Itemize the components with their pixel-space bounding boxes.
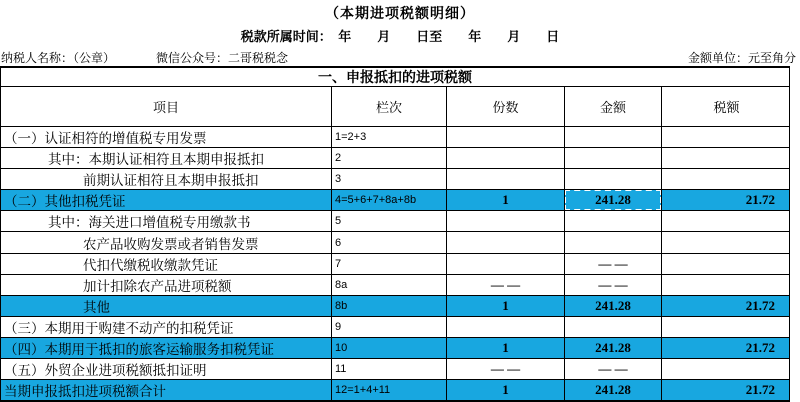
table-header-row — [1, 87, 789, 126]
copies-cell[interactable] — [446, 127, 564, 147]
copies-cell[interactable] — [446, 148, 564, 168]
column-header-item: 项目 — [152, 100, 179, 115]
column-ref-cell[interactable]: 8b — [331, 296, 446, 316]
amount-cell[interactable]: 241.28 — [564, 190, 661, 210]
column-ref-cell[interactable]: 10 — [331, 338, 446, 358]
copies-cell[interactable] — [446, 211, 564, 231]
table-row — [1, 295, 789, 316]
copies-cell[interactable] — [446, 169, 564, 189]
amount-cell[interactable]: 241.28 — [564, 380, 661, 400]
column-ref-cell[interactable]: 9 — [331, 317, 446, 337]
table-row — [1, 126, 789, 147]
amount-cell[interactable]: — — — [564, 254, 661, 274]
column-ref-cell[interactable]: 2 — [331, 148, 446, 168]
copies-cell[interactable] — [446, 254, 564, 274]
amount-cell[interactable]: — — — [564, 275, 661, 295]
tax-cell[interactable] — [661, 275, 791, 295]
copies-cell[interactable]: 1 — [446, 190, 564, 210]
tax-cell[interactable]: 21.72 — [661, 296, 791, 316]
amount-cell[interactable]: 241.28 — [564, 296, 661, 316]
form-title: （本期进项税额明细） — [325, 5, 475, 21]
column-ref-cell[interactable]: 4=5+6+7+8a+8b — [331, 190, 446, 210]
amount-cell[interactable] — [564, 127, 661, 147]
table-row — [1, 274, 789, 295]
copies-cell[interactable]: 1 — [446, 296, 564, 316]
table-row — [1, 231, 789, 252]
table-row — [1, 147, 789, 168]
copies-cell[interactable]: 1 — [446, 338, 564, 358]
tax-cell[interactable] — [661, 254, 791, 274]
table-row — [1, 210, 789, 231]
column-ref-cell[interactable]: 8a — [331, 275, 446, 295]
selected-cell-marquee — [564, 190, 661, 210]
column-ref-cell[interactable]: 3 — [331, 169, 446, 189]
column-ref-cell[interactable]: 6 — [331, 232, 446, 252]
item-cell[interactable]: 前期认证相符且本期申报抵扣 — [83, 173, 259, 189]
amount-cell[interactable] — [564, 169, 661, 189]
amount-cell[interactable]: — — — [564, 359, 661, 379]
column-header-column-ref: 栏次 — [331, 87, 446, 126]
item-cell[interactable]: 当期申报抵扣进项税额合计 — [4, 384, 166, 400]
item-cell[interactable]: （三）本期用于购建不动产的扣税凭证 — [4, 320, 234, 336]
tax-cell[interactable] — [661, 317, 791, 337]
column-ref-cell[interactable]: 12=1+4+11 — [331, 380, 446, 400]
tax-cell[interactable] — [661, 148, 791, 168]
tax-cell[interactable] — [661, 232, 791, 252]
tax-period-line: 税款所属时间： 年 月 日至 年 月 日 — [240, 29, 560, 44]
copies-cell[interactable]: — — — [446, 359, 564, 379]
column-ref-cell[interactable]: 5 — [331, 211, 446, 231]
amount-cell[interactable] — [564, 317, 661, 337]
amount-cell[interactable] — [564, 232, 661, 252]
tax-cell[interactable] — [661, 211, 791, 231]
item-cell[interactable]: 其中：海关进口增值税专用缴款书 — [48, 215, 251, 231]
column-header-tax: 税额 — [661, 87, 791, 126]
item-cell[interactable]: 加计扣除农产品进项税额 — [83, 278, 232, 294]
table-row — [1, 358, 789, 379]
tax-cell[interactable]: 21.72 — [661, 338, 791, 358]
table-row — [1, 316, 789, 337]
column-header-amount: 金额 — [564, 87, 661, 126]
info-line — [0, 49, 800, 64]
item-cell[interactable]: （五）外贸企业进项税额抵扣证明 — [4, 363, 207, 379]
item-cell[interactable]: 其他 — [83, 299, 110, 315]
wechat-account-label: 微信公众号：二哥税税念 — [156, 51, 289, 65]
table-row — [1, 189, 789, 210]
copies-cell[interactable]: — — — [446, 275, 564, 295]
amount-cell[interactable]: 241.28 — [564, 338, 661, 358]
tax-cell[interactable]: 21.72 — [661, 380, 791, 400]
column-ref-cell[interactable]: 7 — [331, 254, 446, 274]
item-cell[interactable]: 其中：本期认证相符且本期申报抵扣 — [48, 152, 264, 168]
tax-cell[interactable] — [661, 169, 791, 189]
table-row — [1, 253, 789, 274]
section-title: 一、申报抵扣的进项税额 — [1, 68, 789, 87]
tax-table-body — [1, 126, 789, 400]
taxpayer-name-label: 纳税人名称：（公章） — [1, 51, 116, 65]
tax-cell[interactable] — [661, 127, 791, 147]
tax-cell[interactable]: 21.72 — [661, 190, 791, 210]
item-cell[interactable]: （四）本期用于抵扣的旅客运输服务扣税凭证 — [4, 341, 274, 357]
amount-cell[interactable] — [564, 211, 661, 231]
copies-cell[interactable] — [446, 317, 564, 337]
table-row — [1, 337, 789, 358]
item-cell[interactable]: 代扣代缴税收缴款凭证 — [83, 257, 218, 273]
amount-cell[interactable] — [564, 148, 661, 168]
column-ref-cell[interactable]: 1=2+3 — [331, 127, 446, 147]
deductible-input-tax-table — [0, 66, 790, 402]
tax-cell[interactable] — [661, 359, 791, 379]
column-header-copies: 份数 — [446, 87, 564, 126]
table-row — [1, 379, 789, 400]
item-cell[interactable]: 农产品收购发票或者销售发票 — [83, 236, 259, 252]
item-cell[interactable]: （一）认证相符的增值税专用发票 — [4, 131, 207, 147]
column-ref-cell[interactable]: 11 — [331, 359, 446, 379]
table-row — [1, 168, 789, 189]
copies-cell[interactable]: 1 — [446, 380, 564, 400]
copies-cell[interactable] — [446, 232, 564, 252]
item-cell[interactable]: （二）其他扣税凭证 — [4, 194, 126, 210]
amount-unit-label: 金额单位：元至角分 — [687, 51, 796, 65]
